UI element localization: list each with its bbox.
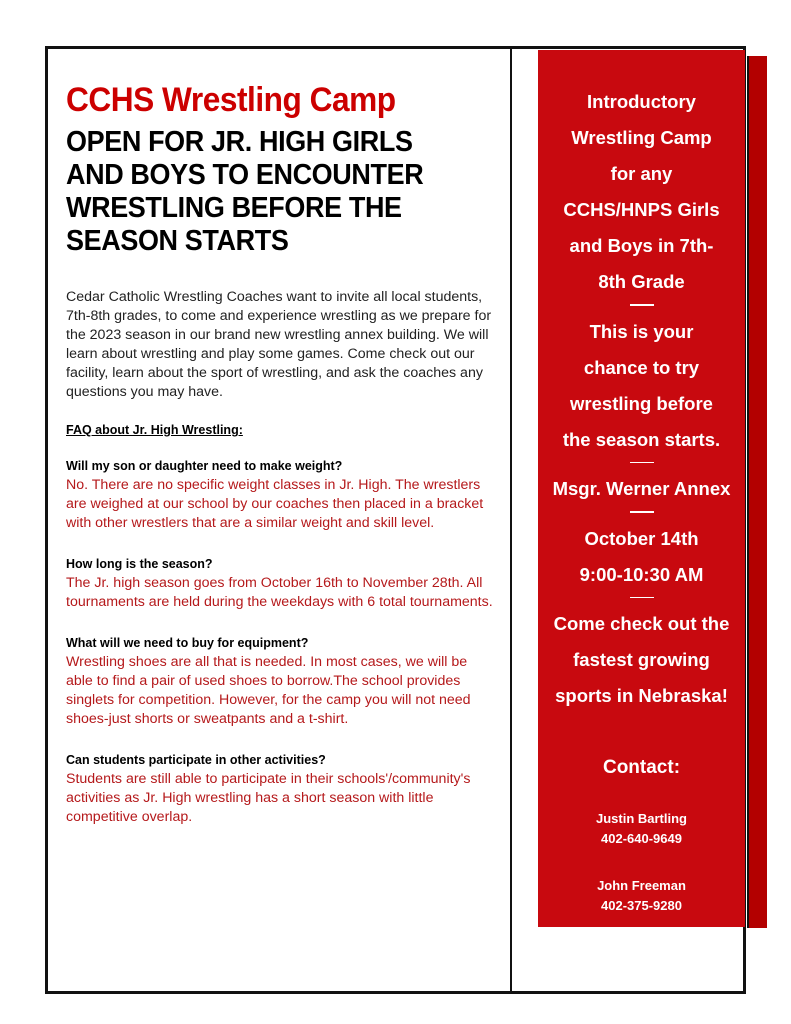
faq-item: [66, 459, 496, 533]
faq-item: [66, 753, 496, 827]
faq-question: What will we need to buy for equipment?: [66, 636, 309, 650]
faq-heading: FAQ about Jr. High Wrestling:: [66, 423, 243, 437]
column-divider: [510, 46, 512, 994]
faq-answer: The Jr. high season goes from October 16th to November 28th. All tournaments are held during the weekdays with 6 total tournaments.: [66, 575, 493, 610]
panel-shadow: [747, 56, 767, 928]
intro-paragraph: Cedar Catholic Wrestling Coaches want to invite all local students, 7th-8th grades, to come and experience wrestling as we prepare for the 2023 season in our brand new wrestling annex building. We will learn about wrestling and play some games. Come check out our facility, learn about the sport of wrestling, and ask the coaches any questions you may have.: [66, 289, 492, 400]
panel-cta: Come check out the fastest growing sports in Nebraska!: [553, 613, 730, 706]
panel-time: 9:00-10:30 AM: [579, 563, 704, 585]
faq-question: How long is the season?: [66, 557, 213, 571]
contact-card: [538, 809, 745, 849]
panel-chance: This is your chance to try wrestling before the season starts.: [562, 320, 721, 450]
contact-name: Justin Bartling: [595, 811, 687, 826]
panel-intro: Introductory Wrestling Camp for any CCHS/HNPS Girls and Boys in 7th-8th Grade: [563, 91, 720, 292]
panel-location: Msgr. Werner Annex: [552, 478, 731, 499]
contact-title: Contact:: [602, 757, 681, 778]
panel-rule: [630, 511, 654, 513]
faq-answer: Wrestling shoes are all that is needed. In most cases, we will be able to find a pair of used shoes to borrow.The school provides singlets for competition. However, for the camp you will not need shoes-just shorts or sweatpants and a t-shirt.: [66, 654, 471, 727]
faq-question: Will my son or daughter need to make weight?: [66, 459, 343, 473]
panel-date: October 14th: [584, 527, 699, 549]
contact-phone: 402-640-9649: [601, 831, 682, 846]
faq-answer: No. There are no specific weight classes in Jr. High. The wrestlers are weighed at our school by our coaches then placed in a bracket with other wrestlers that are a similar weight and skill level.: [66, 477, 484, 531]
panel-rule: [630, 597, 654, 599]
camp-title: CCHS Wrestling Camp: [66, 81, 396, 119]
info-panel: [538, 50, 745, 927]
contact-name: John Freeman: [597, 878, 686, 893]
panel-rule: [630, 462, 654, 464]
faq-item: [66, 636, 496, 729]
panel-rule: [630, 304, 654, 306]
contact-card: [538, 876, 745, 916]
faq-question: Can students participate in other activities?: [66, 753, 326, 767]
faq-answer: Students are still able to participate in their schools'/community's activities as Jr. High wrestling has a short season with little competitive overlap.: [66, 771, 471, 825]
faq-item: [66, 557, 496, 612]
camp-subtitle: OPEN FOR JR. HIGH GIRLS AND BOYS TO ENCOUNTER WRESTLING BEFORE THE SEASON STARTS: [66, 126, 424, 257]
left-column: [66, 80, 496, 827]
contact-phone: 402-375-9280: [601, 898, 682, 913]
